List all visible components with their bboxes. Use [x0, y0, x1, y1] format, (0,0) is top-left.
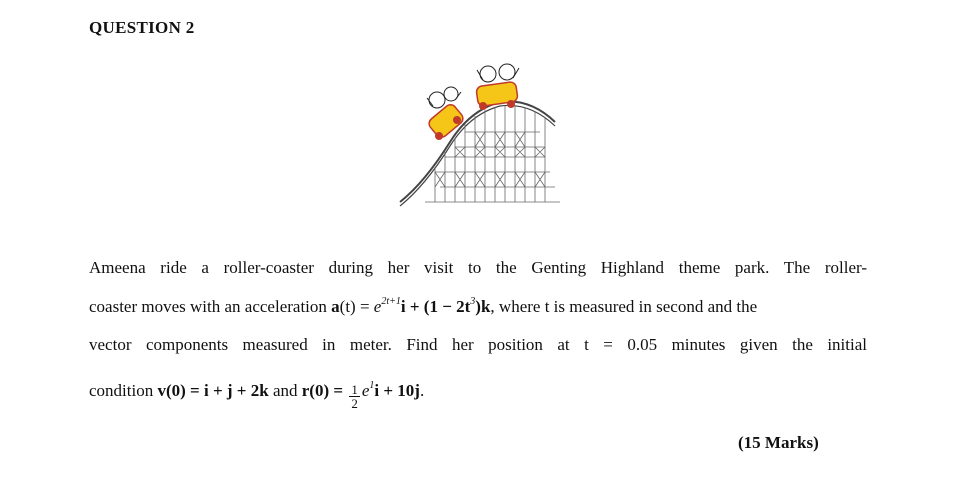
problem-line-1: Ameena ride a roller-coaster during her visit to the Genting Highland theme park. The roller-: [89, 258, 867, 277]
initial-position: i + 10j: [374, 381, 420, 400]
problem-line-4: condition v(0) = i + j + 2k and r(0) = $\frac{1}{2}$ $e^1i + 10j$.: [89, 380, 425, 411]
fraction-half: $\frac{1}{2}$: [351, 382, 358, 411]
marks-label: (15 Marks): [738, 433, 819, 452]
question-title: QUESTION 2: [89, 18, 195, 37]
initial-velocity: v(0) = i + j + 2k: [157, 381, 269, 400]
problem-line-2: coaster moves with an acceleration $a(t) = e^{2t+1}i + (1 - 2t^3)k$, where t is measured in second and the: [89, 296, 758, 316]
problem-line-3: vector components measured in meter. Find her position at t = 0.05 minutes given the initial: [89, 335, 867, 354]
roller-coaster-illustration: [395, 62, 575, 212]
acceleration-vector: a: [331, 297, 340, 316]
